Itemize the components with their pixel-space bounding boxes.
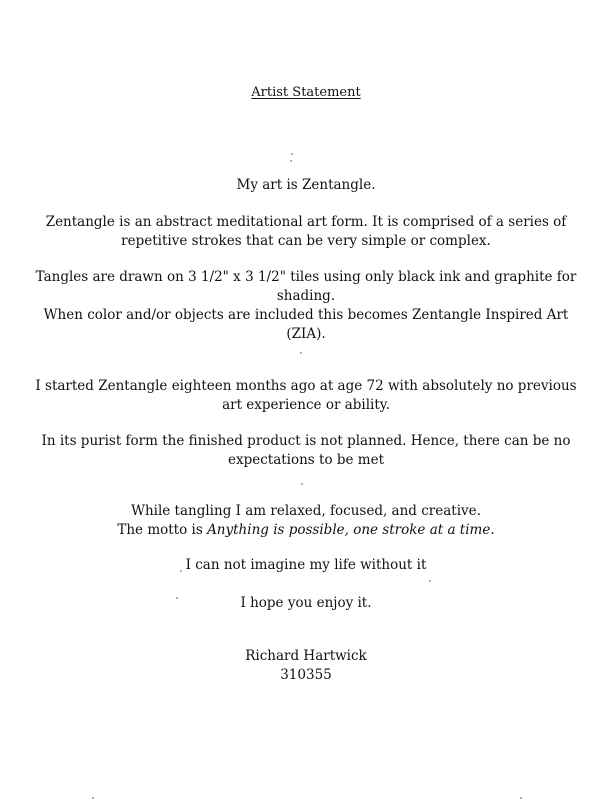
paragraph-purist-line-2: expectations to be met	[227, 452, 385, 468]
scan-speck	[301, 483, 303, 485]
paragraph-zentangle-line-2: repetitive strokes that can be very simple or complex.	[121, 233, 491, 249]
motto-text: Anything is possible, one stroke at a time.	[207, 522, 495, 538]
motto-prefix: The motto is	[117, 522, 208, 538]
paragraph-enjoy: I hope you enjoy it.	[240, 595, 372, 611]
scan-speck	[180, 570, 182, 572]
paragraph-zentangle-line-1: Zentangle is an abstract meditational art form. It is comprised of a series of	[45, 214, 567, 230]
paragraph-purist-line-1: In its purist form the finished product is not planned. Hence, there can be no	[41, 433, 571, 449]
document-title: Artist Statement	[251, 85, 361, 100]
paragraph-tangles-line-1: Tangles are drawn on 3 1/2" x 3 1/2" tiles using only black ink and graphite for	[35, 269, 577, 285]
paragraph-tangles-line-3: When color and/or objects are included this becomes Zentangle Inspired Art	[43, 307, 569, 323]
scan-speck	[429, 580, 431, 582]
scan-speck	[176, 597, 178, 599]
paragraph-started-line-2: art experience or ability.	[222, 397, 390, 413]
paragraph-tangles-line-4: (ZIA).	[286, 326, 326, 342]
paragraph-intro: My art is Zentangle.	[236, 177, 376, 193]
paragraph-imagine: I can not imagine my life without it	[185, 557, 427, 573]
paragraph-started-line-1: I started Zentangle eighteen months ago at age 72 with absolutely no previous	[35, 378, 577, 394]
scan-speck	[291, 153, 293, 155]
signature-number: 310355	[280, 667, 332, 683]
scan-speck	[92, 797, 94, 799]
scan-speck	[300, 352, 302, 354]
paragraph-motto	[0, 521, 612, 539]
paragraph-tangling: While tangling I am relaxed, focused, and creative.	[131, 503, 481, 519]
scan-speck	[290, 160, 292, 162]
signature-name: Richard Hartwick	[245, 648, 367, 664]
scan-speck	[520, 797, 522, 799]
paragraph-tangles-line-2: shading.	[276, 288, 336, 304]
